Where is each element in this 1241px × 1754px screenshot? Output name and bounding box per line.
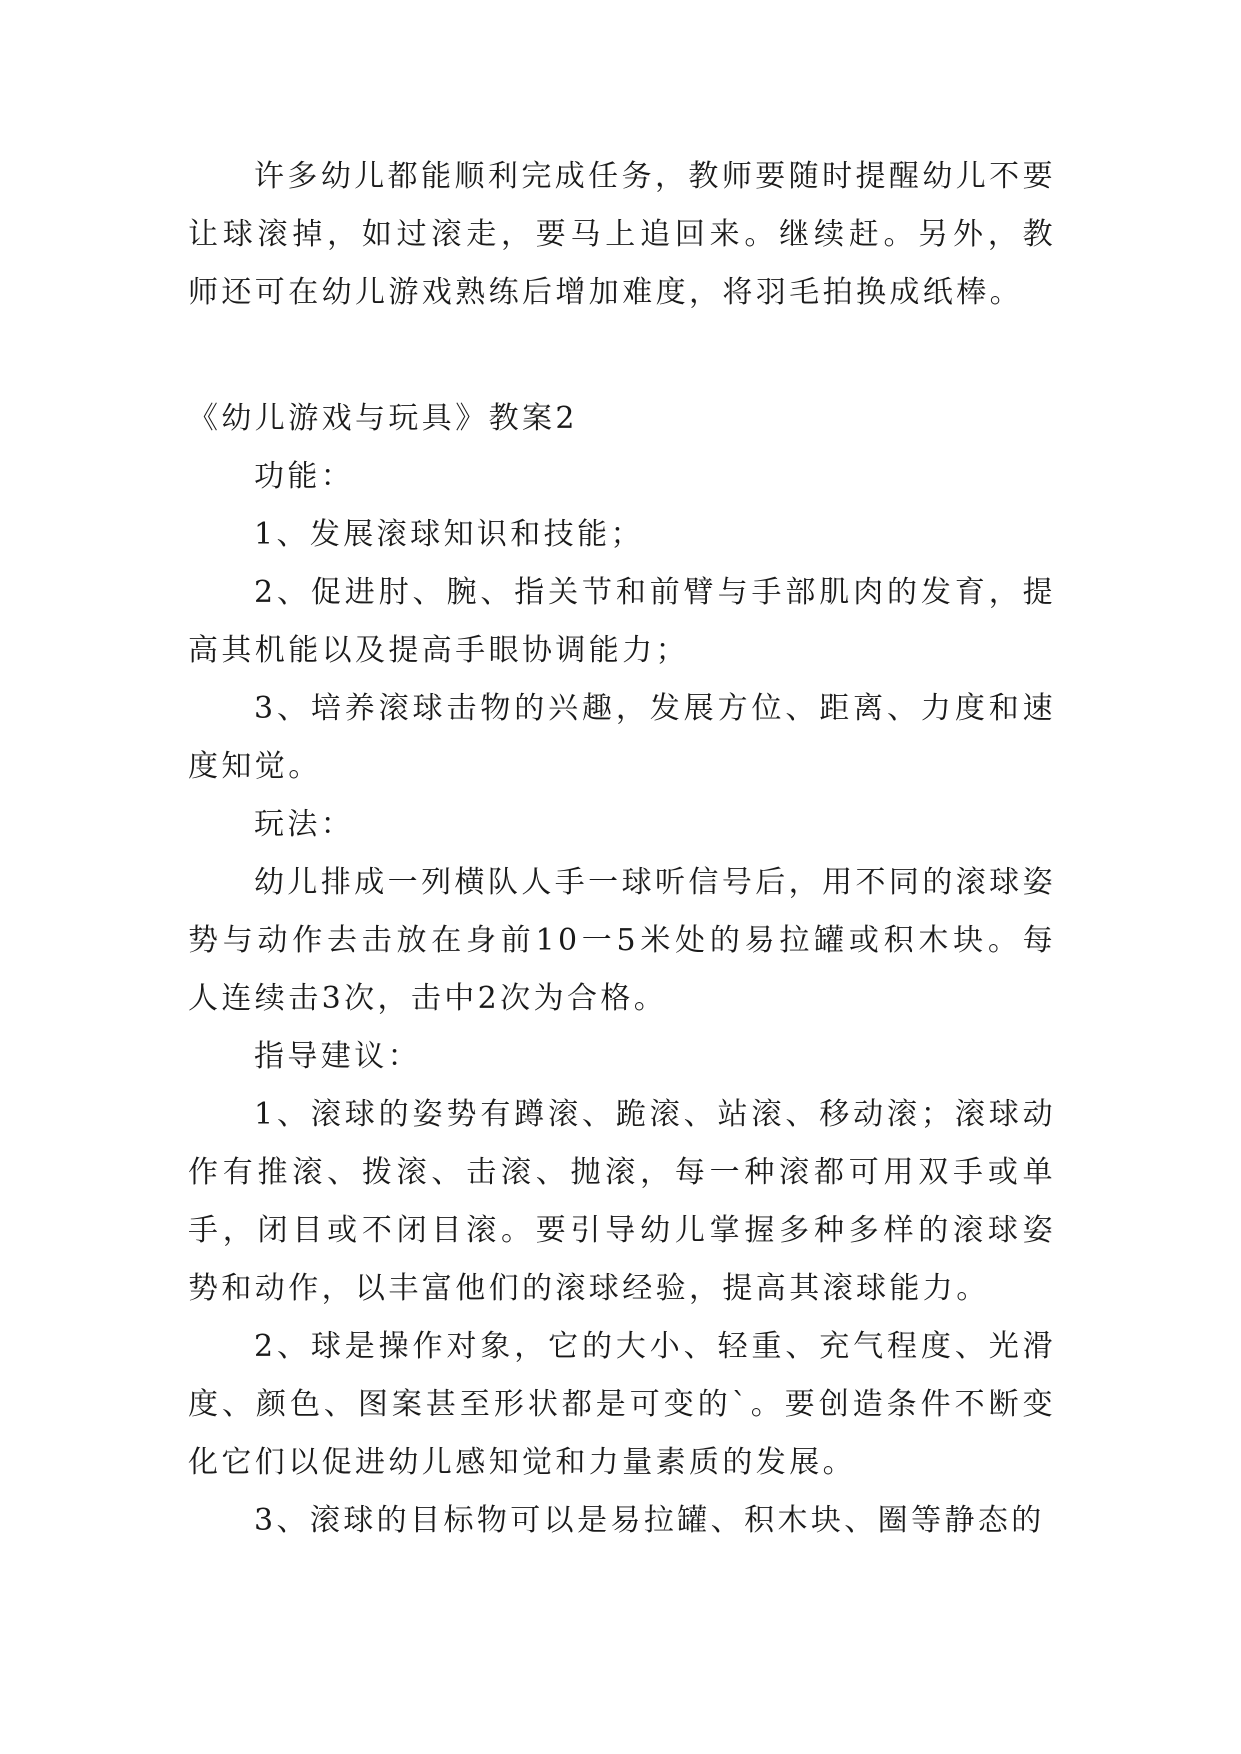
section-title: 《幼儿游戏与玩具》教案2 bbox=[188, 401, 578, 436]
body-paragraph-function-1: 1、发展滚球知识和技能； bbox=[254, 517, 644, 552]
body-paragraph-play-method: 幼儿排成一列横队人手一球听信号后，用不同的滚球姿势与动作去击放在身前10一5米处的易拉罐或积木块。每人连续击3次，击中2次为合格。 bbox=[188, 865, 1056, 1016]
body-paragraph-functions-heading: 功能： bbox=[254, 459, 355, 494]
body-paragraph-play-heading: 玩法： bbox=[254, 807, 355, 842]
body-paragraph-guidance-2: 2、球是操作对象，它的大小、轻重、充气程度、光滑度、颜色、图案甚至形状都是可变的`。要创造条件不断变化它们以促进幼儿感知觉和力量素质的发展。 bbox=[188, 1329, 1056, 1480]
body-paragraph-guidance-1: 1、滚球的姿势有蹲滚、跪滚、站滚、移动滚；滚球动作有推滚、拨滚、击滚、抛滚，每一种滚都可用双手或单手，闭目或不闭目滚。要引导幼儿掌握多种多样的滚球姿势和动作，以丰富他们的滚球经验，提高其滚球能力。 bbox=[188, 1097, 1056, 1306]
body-block bbox=[188, 448, 1056, 1550]
body-paragraph-function-2: 2、促进肘、腕、指关节和前臂与手部肌肉的发育，提高其机能以及提高手眼协调能力； bbox=[188, 575, 1056, 668]
body-paragraph-guidance-3: 3、滚球的目标物可以是易拉罐、积木块、圈等静态的 bbox=[254, 1503, 1045, 1538]
body-paragraph-function-3: 3、培养滚球击物的兴趣，发展方位、距离、力度和速度知觉。 bbox=[188, 691, 1056, 784]
intro-block bbox=[188, 148, 1056, 322]
body-paragraph-guidance-heading: 指导建议： bbox=[254, 1039, 421, 1074]
intro-paragraph: 许多幼儿都能顺利完成任务，教师要随时提醒幼儿不要让球滚掉，如过滚走，要马上追回来。继续赶。另外，教师还可在幼儿游戏熟练后增加难度，将羽毛拍换成纸棒。 bbox=[188, 159, 1056, 310]
